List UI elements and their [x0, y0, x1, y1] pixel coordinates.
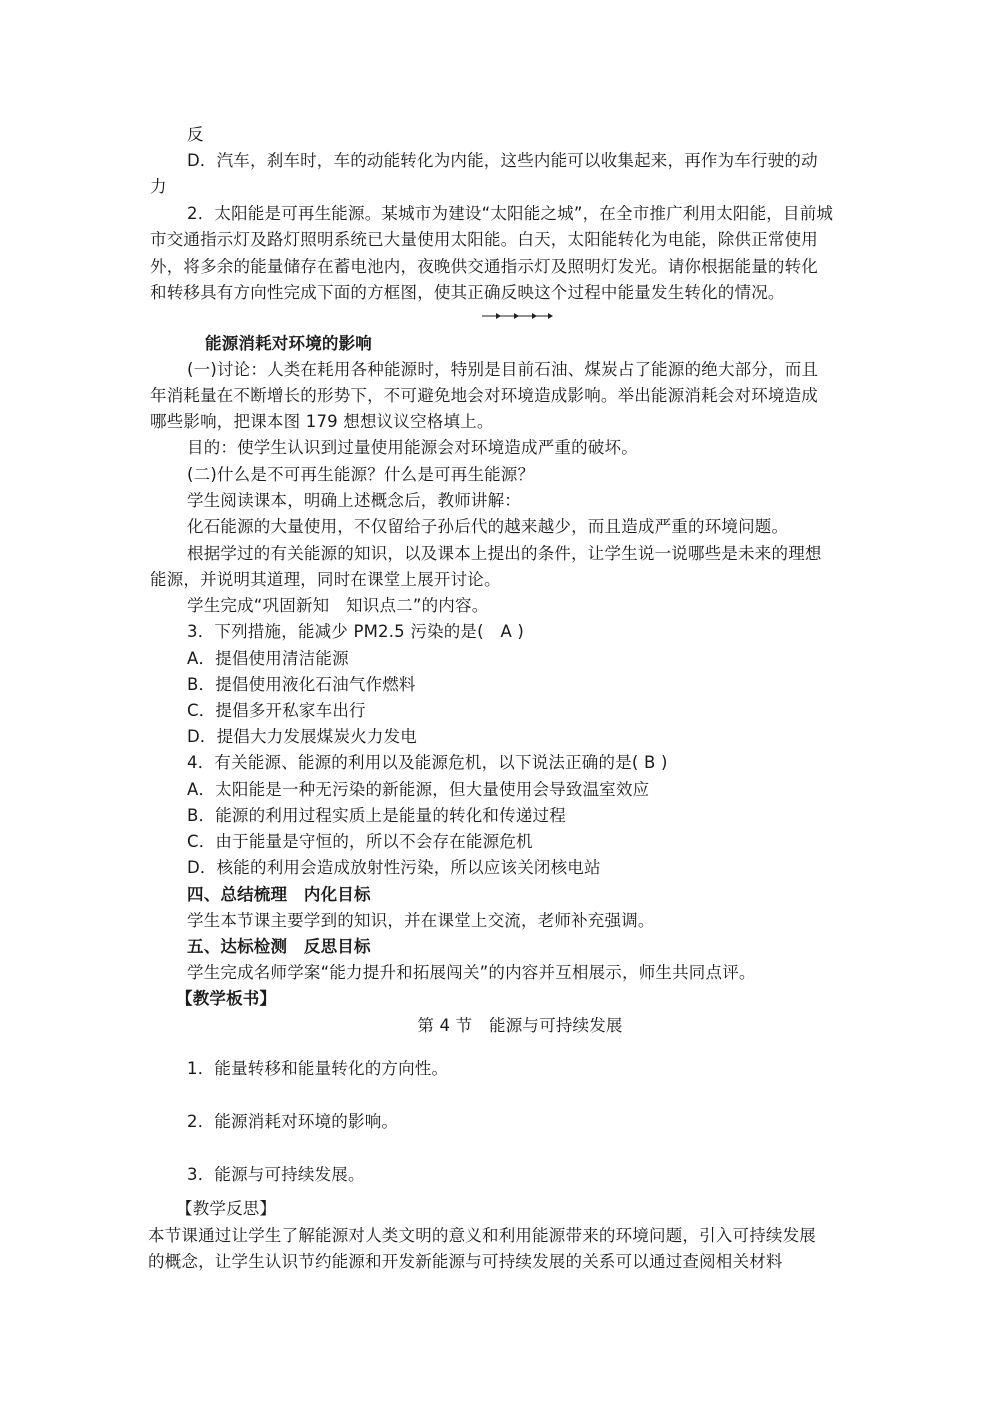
discussion-line-1: (一)讨论：人类在耗用各种能源时，特别是目前石油、煤炭占了能源的绝大部分，而且 [187, 360, 819, 379]
complete-knowledge-line: 学生完成“巩固新知 知识点二”的内容。 [187, 596, 489, 615]
discussion-line-2: 年消耗量在不断增长的形势下，不可避免地会对环境造成影响。举出能源消耗会对环境造成 [150, 386, 818, 405]
question3-option-b: B．提倡使用液化石油气作燃料 [187, 675, 416, 694]
question2-line-3: 外，将多余的能量储存在蓄电池内，夜晚供交通指示灯及照明灯发光。请你根据能量的转化 [150, 257, 818, 276]
board-title: 第 4 节 能源与可持续发展 [417, 1016, 623, 1035]
text-line: 反 [187, 125, 204, 144]
read-textbook-line: 学生阅读课本，明确上述概念后，教师讲解： [187, 491, 521, 510]
question3-option-d: D．提倡大力发展煤炭火力发电 [187, 727, 418, 746]
board-item-3: 3．能源与可持续发展。 [187, 1165, 365, 1184]
ideal-energy-line-1: 根据学过的有关能源的知识，以及课本上提出的条件，让学生说一说哪些是未来的理想 [187, 544, 822, 563]
arrow-flow-diagram [482, 309, 554, 323]
section4-heading: 四、总结梳理 内化目标 [187, 885, 371, 904]
reflection-line-1: 本节课通过让学生了解能源对人类文明的意义和利用能源带来的环境问题，引入可持续发展 [148, 1226, 816, 1245]
arrow-icon [514, 313, 519, 319]
reflection-label: 【教学反思】 [176, 1199, 277, 1218]
reflection-line-2: 的概念，让学生认识节约能源和开发新能源与可持续发展的关系可以通过查阅相关材料 [148, 1252, 783, 1271]
board-item-2: 2．能源消耗对环境的影响。 [187, 1112, 399, 1131]
question4-option-b: B．能源的利用过程实质上是能量的转化和传递过程 [187, 806, 566, 825]
purpose-line: 目的：使学生认识到过量使用能源会对环境造成严重的破坏。 [187, 438, 638, 457]
question3-stem: 3．下列措施，能减少 PM2.5 污染的是( A ) [187, 622, 525, 641]
question4-option-a: A．太阳能是一种无污染的新能源，但大量使用会导致温室效应 [187, 780, 650, 799]
option-d-line-1: D．汽车，刹车时，车的动能转化为内能，这些内能可以收集起来，再作为车行驶的动 [187, 151, 818, 170]
section-heading-environment: 能源消耗对环境的影响 [205, 334, 372, 353]
question4-option-d: D．核能的利用会造成放射性污染，所以应该关闭核电站 [187, 858, 601, 877]
question2-line-1: 2．太阳能是可再生能源。某城市为建设“太阳能之城”，在全市推广利用太阳能，目前城 [187, 204, 834, 223]
fossil-energy-line: 化石能源的大量使用，不仅留给子孙后代的越来越少，而且造成严重的环境问题。 [187, 517, 789, 536]
question-renewable: (二)什么是不可再生能源？什么是可再生能源？ [187, 465, 535, 484]
question2-line-4: 和转移具有方向性完成下面的方框图，使其正确反映这个过程中能量发生转化的情况。 [150, 283, 785, 302]
section4-text: 学生本节课主要学到的知识，并在课堂上交流，老师补充强调。 [187, 911, 655, 930]
ideal-energy-line-2: 能源，并说明其道理，同时在课堂上展开讨论。 [150, 570, 501, 589]
section5-heading: 五、达标检测 反思目标 [187, 937, 371, 956]
question3-option-c: C．提倡多开私家车出行 [187, 701, 366, 720]
question4-stem: 4．有关能源、能源的利用以及能源危机，以下说法正确的是( B ) [187, 753, 668, 772]
arrow-icon [532, 313, 537, 319]
board-label: 【教学板书】 [176, 989, 277, 1008]
arrow-icon [548, 313, 553, 319]
arrow-icon [496, 313, 501, 319]
discussion-line-3: 哪些影响，把课本图 179 想想议议空格填上。 [150, 412, 494, 431]
section5-text: 学生完成名师学案“能力提升和拓展闯关”的内容并互相展示，师生共同点评。 [187, 963, 756, 982]
question4-option-c: C．由于能量是守恒的，所以不会存在能源危机 [187, 832, 533, 851]
option-d-line-2: 力 [150, 177, 167, 196]
question2-line-2: 市交通指示灯及路灯照明系统已大量使用太阳能。白天，太阳能转化为电能，除供正常使用 [150, 230, 818, 249]
board-item-1: 1．能量转移和能量转化的方向性。 [187, 1059, 449, 1078]
question3-option-a: A．提倡使用清洁能源 [187, 649, 349, 668]
